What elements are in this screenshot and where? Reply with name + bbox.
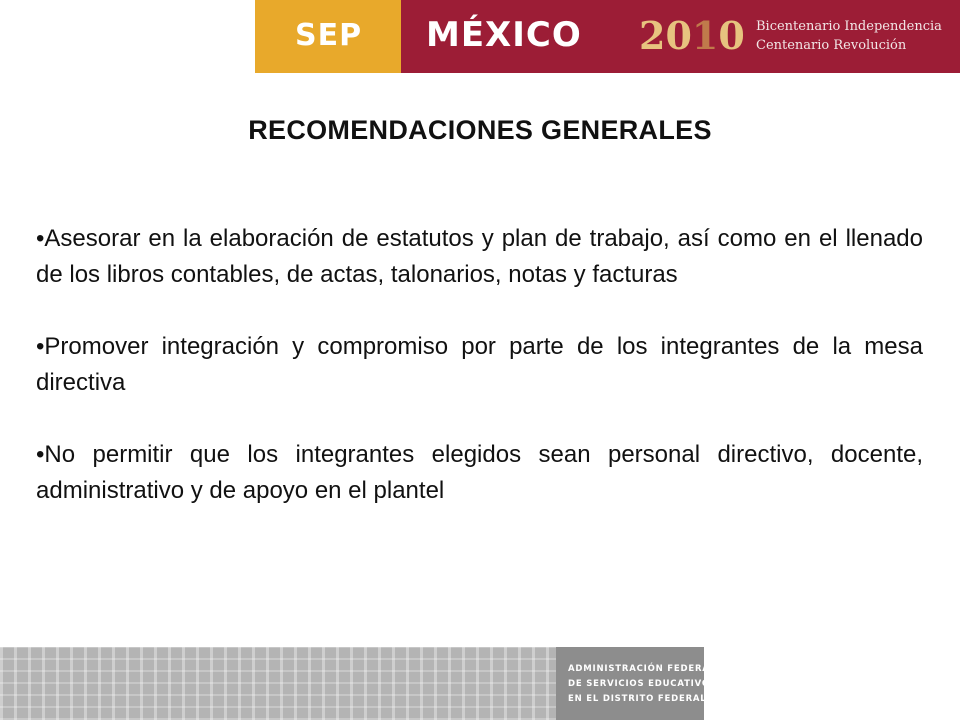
footer-label (568, 662, 717, 707)
footer-line-1: ADMINISTRACIÓN FEDERAL (568, 664, 716, 674)
year-logo (639, 13, 745, 58)
bicentenario-text (756, 17, 942, 55)
bullet-item: •No permitir que los integrantes elegidos sean personal directivo, docente, administrativo y de apoyo en el plantel (36, 441, 923, 504)
footer-line-3: EN EL DISTRITO FEDERAL (568, 694, 707, 704)
slide-title: RECOMENDACIONES GENERALES (248, 115, 712, 145)
footer-line-2: DE SERVICIOS EDUCATIVOS (568, 679, 717, 689)
year-part-1: 20 (639, 13, 692, 58)
mexico-2010-banner (401, 0, 960, 73)
bicentenario-line-1: Bicentenario Independencia (756, 19, 942, 34)
footer-pattern (0, 647, 556, 720)
bullet-item: •Asesorar en la elaboración de estatutos y plan de trabajo, así como en el llenado de los libros contables, de actas, talonarios, notas y facturas (36, 225, 923, 288)
year-accent: 1 (691, 13, 719, 58)
sep-logo-text: SEP (295, 18, 363, 53)
slide-content (36, 221, 923, 545)
bullet-item: •Promover integración y compromiso por parte de los integrantes de la mesa directiva (36, 333, 923, 396)
year-part-2: 0 (718, 13, 745, 58)
bicentenario-line-2: Centenario Revolución (756, 38, 907, 53)
sep-logo (255, 0, 401, 73)
header-banner (255, 0, 960, 73)
footer-logo (556, 647, 717, 720)
mexico-label: MÉXICO (426, 15, 582, 55)
